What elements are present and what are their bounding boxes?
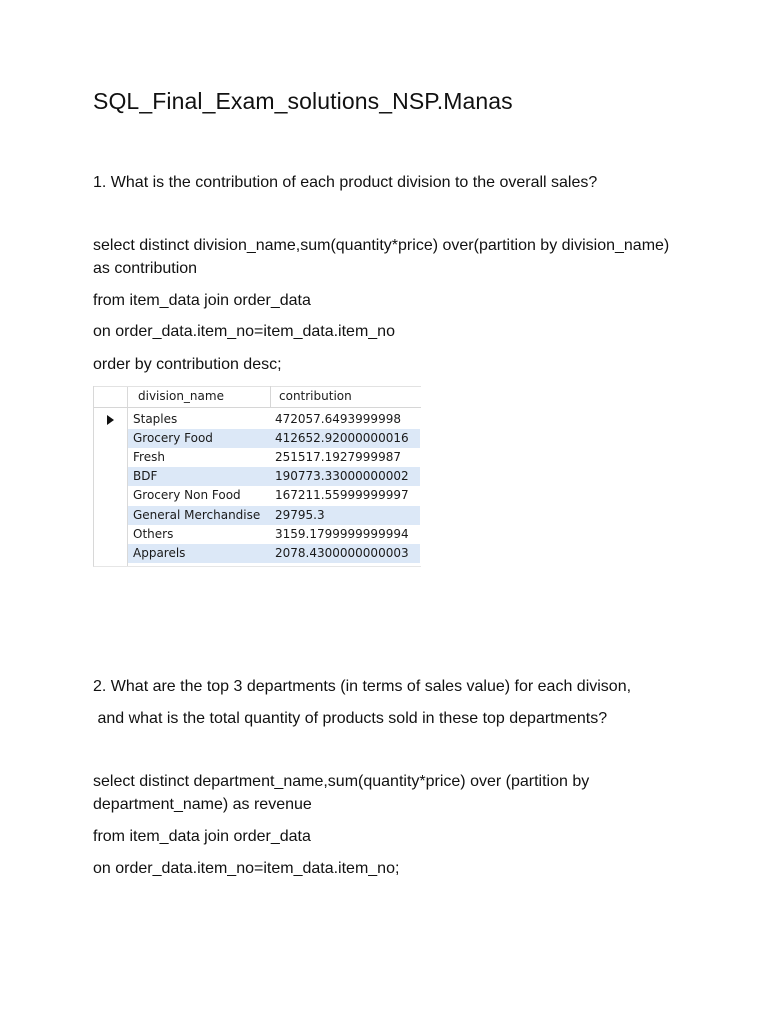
cell-division-name: Others — [133, 527, 174, 541]
cell-contribution: 167211.55999999997 — [275, 488, 409, 502]
q1-query-line3: on order_data.item_no=item_data.item_no — [93, 323, 395, 340]
table-row[interactable] — [128, 467, 420, 486]
cell-division-name: Grocery Food — [133, 431, 213, 445]
column-header-contribution[interactable]: contribution — [279, 389, 352, 403]
table-row[interactable] — [128, 544, 420, 563]
q2-query-line1: select distinct department_name,sum(quantity*price) over (partition by department_name) as revenue — [93, 773, 590, 813]
cell-contribution: 472057.6493999998 — [275, 412, 401, 426]
table-row[interactable] — [128, 525, 420, 544]
q2-question-line2: and what is the total quantity of products sold in these top departments? — [93, 710, 608, 727]
cell-contribution: 412652.92000000016 — [275, 431, 409, 445]
q1-question: 1. What is the contribution of each product division to the overall sales? — [93, 174, 598, 191]
q2-query-line2: from item_data join order_data — [93, 828, 311, 845]
result-grid-gutter — [94, 386, 128, 566]
q2-query-line3: on order_data.item_no=item_data.item_no; — [93, 860, 400, 877]
cell-division-name: Staples — [133, 412, 178, 426]
column-header-division-name[interactable]: division_name — [138, 389, 224, 403]
cell-contribution: 29795.3 — [275, 508, 325, 522]
document-title: SQL_Final_Exam_solutions_NSP.Manas — [93, 88, 513, 114]
cell-contribution: 2078.4300000000003 — [275, 546, 409, 560]
cell-division-name: BDF — [133, 469, 158, 483]
current-row-pointer-icon — [107, 415, 114, 425]
q1-result-grid — [93, 386, 421, 567]
table-row[interactable] — [128, 506, 420, 525]
table-row[interactable] — [128, 448, 420, 467]
cell-division-name: Apparels — [133, 546, 186, 560]
q1-query-line1: select distinct division_name,sum(quantity*price) over(partition by division_name) as contribution — [93, 237, 670, 277]
result-grid-column-divider — [270, 386, 271, 408]
q1-query-line2: from item_data join order_data — [93, 292, 311, 309]
cell-division-name: Fresh — [133, 450, 165, 464]
cell-contribution: 190773.33000000002 — [275, 469, 409, 483]
cell-division-name: General Merchandise — [133, 508, 261, 522]
cell-contribution: 251517.1927999987 — [275, 450, 401, 464]
table-row[interactable] — [128, 486, 420, 505]
q2-question-line1: 2. What are the top 3 departments (in terms of sales value) for each divison, — [93, 678, 632, 695]
cell-division-name: Grocery Non Food — [133, 488, 241, 502]
table-row[interactable] — [128, 410, 420, 429]
table-row[interactable] — [128, 429, 420, 448]
cell-contribution: 3159.1799999999994 — [275, 527, 409, 541]
q1-query-line4: order by contribution desc; — [93, 356, 282, 373]
